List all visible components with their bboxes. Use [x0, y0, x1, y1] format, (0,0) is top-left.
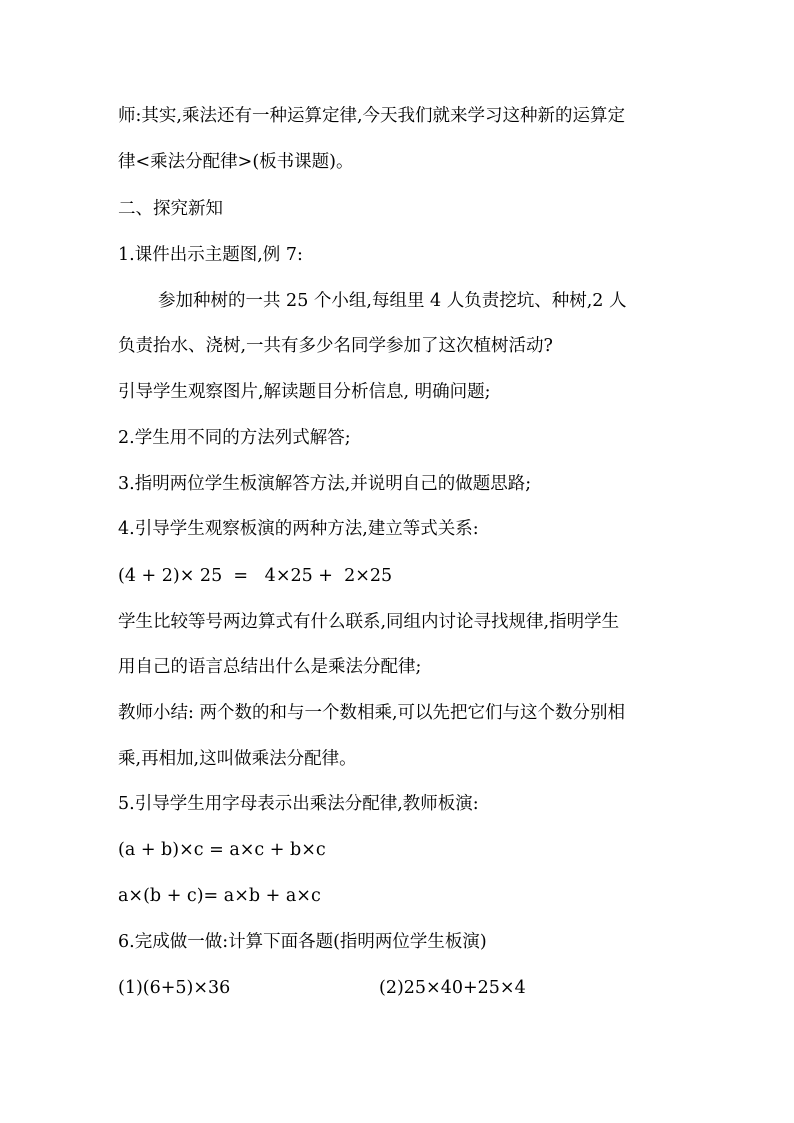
exercise-1: (1)(6+5)×36 [118, 978, 231, 998]
formula-2: a×(b + c)= a×b + a×c [118, 886, 321, 906]
paragraph-teacher-intro-line1: 师:其实,乘法还有一种运算定律,今天我们就来学习这种新的运算定 [118, 106, 626, 126]
exercise-2: (2)25×40+25×4 [379, 978, 526, 998]
paragraph-teacher-intro-line2: 律<乘法分配律>(板书课题)。 [118, 152, 354, 172]
step-5: 5.引导学生用字母表示出乘法分配律,教师板演: [118, 794, 479, 814]
step-3: 3.指明两位学生板演解答方法,并说明自己的做题思路; [118, 474, 532, 494]
teacher-summary-line1: 教师小结: 两个数的和与一个数相乘,可以先把它们与这个数分别相 [118, 703, 626, 723]
step-6: 6.完成做一做:计算下面各题(指明两位学生板演) [118, 932, 487, 952]
example-problem-line1: 参加种树的一共 25 个小组,每组里 4 人负责挖坑、种树,2 人 [158, 291, 627, 311]
example-problem-line2: 负责抬水、浇树,一共有多少名同学参加了这次植树活动? [118, 336, 553, 356]
equation-example: (4 + 2)× 25 = 4×25 + 2×25 [118, 566, 393, 586]
guide-observe: 引导学生观察图片,解读题目分析信息, 明确问题; [118, 382, 491, 402]
compare-paragraph-line2: 用自己的语言总结出什么是乘法分配律; [118, 657, 422, 677]
step-1: 1.课件出示主题图,例 7: [118, 245, 303, 265]
compare-paragraph-line1: 学生比较等号两边算式有什么联系,同组内讨论寻找规律,指明学生 [118, 612, 620, 632]
step-2: 2.学生用不同的方法列式解答; [118, 428, 351, 448]
section-heading: 二、探究新知 [118, 199, 223, 219]
step-4: 4.引导学生观察板演的两种方法,建立等式关系: [118, 519, 479, 539]
teacher-summary-line2: 乘,再相加,这叫做乘法分配律。 [118, 749, 357, 769]
formula-1: (a + b)×c = a×c + b×c [118, 840, 326, 860]
